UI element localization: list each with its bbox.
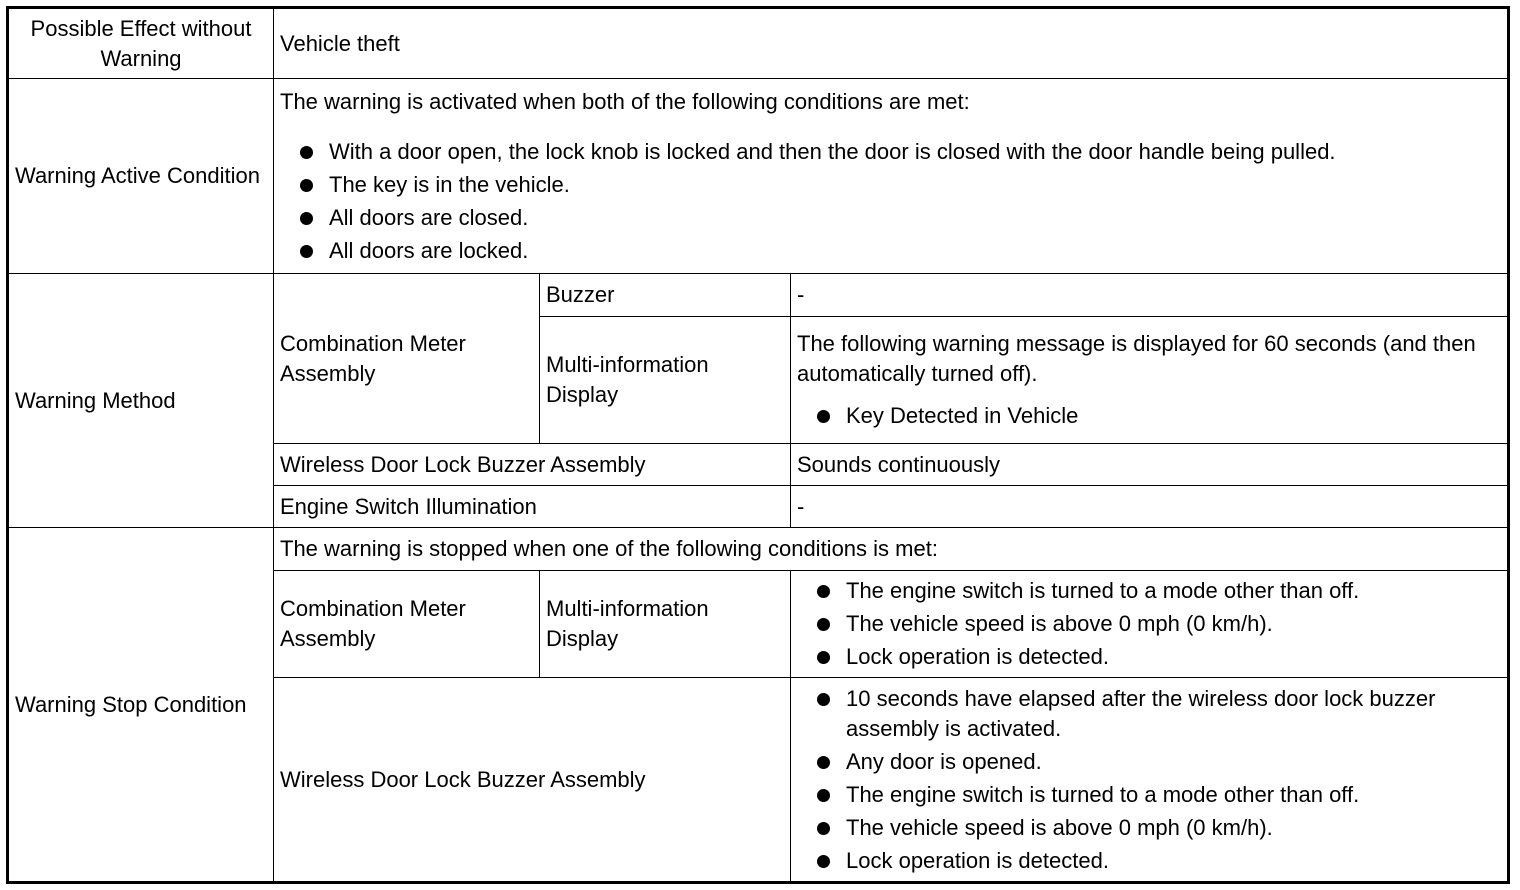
method-wireless-value: Sounds continuously: [791, 444, 1509, 486]
bullet-text: The vehicle speed is above 0 mph (0 km/h).: [846, 814, 1273, 840]
bullet-item: [797, 576, 1501, 606]
method-mid-label: Multi-information Display: [540, 317, 791, 444]
bullet-dot-icon: [817, 651, 830, 664]
possible-effect-label: Possible Effect without Warning: [8, 8, 274, 79]
bullet-item: [797, 846, 1501, 876]
method-wireless-label: Wireless Door Lock Buzzer Assembly: [274, 444, 791, 486]
stop-mid-cell: [791, 571, 1509, 678]
bullet-text: Key Detected in Vehicle: [846, 403, 1079, 428]
bullet-dot-icon: [817, 585, 830, 598]
method-combination-meter-label: Combination Meter Assembly: [274, 274, 540, 444]
bullet-dot-icon: [817, 410, 830, 423]
active-condition-list: [280, 137, 1501, 266]
bullet-text: Any door is opened.: [846, 748, 1042, 774]
warning-method-label: Warning Method: [8, 274, 274, 528]
method-mid-text: The following warning message is displayed for 60 seconds (and then automatically turned off).: [797, 331, 1476, 386]
row-stop-intro: [8, 528, 1509, 571]
bullet-item: [797, 401, 1501, 431]
bullet-dot-icon: [817, 855, 830, 868]
active-condition-intro: The warning is activated when both of the following conditions are met:: [280, 88, 970, 114]
stop-wireless-label: Wireless Door Lock Buzzer Assembly: [274, 678, 791, 883]
active-condition-cell: [274, 79, 1509, 274]
bullet-dot-icon: [817, 693, 830, 706]
stop-mid-label: Multi-information Display: [540, 571, 791, 678]
bullet-dot-icon: [300, 245, 313, 258]
bullet-item: [797, 780, 1501, 810]
method-mid-list: [797, 401, 1501, 431]
bullet-text: The engine switch is turned to a mode other than off.: [846, 781, 1360, 807]
bullet-text: Lock operation is detected.: [846, 644, 1109, 669]
active-condition-label: Warning Active Condition: [8, 79, 274, 274]
bullet-text: Lock operation is detected.: [846, 847, 1109, 873]
bullet-item: [280, 236, 1501, 266]
bullet-dot-icon: [817, 822, 830, 835]
row-possible-effect: [8, 8, 1509, 79]
bullet-item: [280, 137, 1501, 167]
stop-combination-meter-label: Combination Meter Assembly: [274, 571, 540, 678]
stop-condition-intro: The warning is stopped when one of the following conditions is met:: [274, 528, 1509, 571]
method-buzzer-value: -: [791, 274, 1509, 317]
stop-condition-label: Warning Stop Condition: [8, 528, 274, 883]
stop-wireless-list: [797, 684, 1501, 876]
bullet-dot-icon: [300, 179, 313, 192]
bullet-text: All doors are locked.: [329, 237, 529, 263]
bullet-text: The key is in the vehicle.: [329, 171, 570, 197]
method-mid-cell: [791, 317, 1509, 444]
bullet-text: All doors are closed.: [329, 204, 529, 230]
possible-effect-value: Vehicle theft: [274, 8, 1509, 79]
warning-spec-table: [6, 6, 1510, 884]
method-buzzer-label: Buzzer: [540, 274, 791, 317]
bullet-dot-icon: [817, 789, 830, 802]
stop-mid-list: [797, 576, 1501, 672]
bullet-text: With a door open, the lock knob is locked and then the door is closed with the door handle being pulled.: [329, 138, 1336, 164]
bullet-item: [797, 813, 1501, 843]
bullet-item: [280, 203, 1501, 233]
bullet-item: [797, 642, 1501, 672]
bullet-item: [797, 684, 1501, 744]
bullet-dot-icon: [300, 212, 313, 225]
row-active-condition: [8, 79, 1509, 274]
stop-wireless-cell: [791, 678, 1509, 883]
bullet-item: [797, 609, 1501, 639]
method-engine-label: Engine Switch Illumination: [274, 486, 791, 528]
bullet-text: The engine switch is turned to a mode other than off.: [846, 578, 1360, 603]
row-method-buzzer: [8, 274, 1509, 317]
bullet-text: 10 seconds have elapsed after the wireless door lock buzzer assembly is activated.: [846, 685, 1436, 741]
bullet-item: [280, 170, 1501, 200]
bullet-text: The vehicle speed is above 0 mph (0 km/h).: [846, 611, 1273, 636]
bullet-dot-icon: [300, 146, 313, 159]
bullet-dot-icon: [817, 618, 830, 631]
bullet-dot-icon: [817, 756, 830, 769]
bullet-item: [797, 747, 1501, 777]
method-engine-value: -: [791, 486, 1509, 528]
